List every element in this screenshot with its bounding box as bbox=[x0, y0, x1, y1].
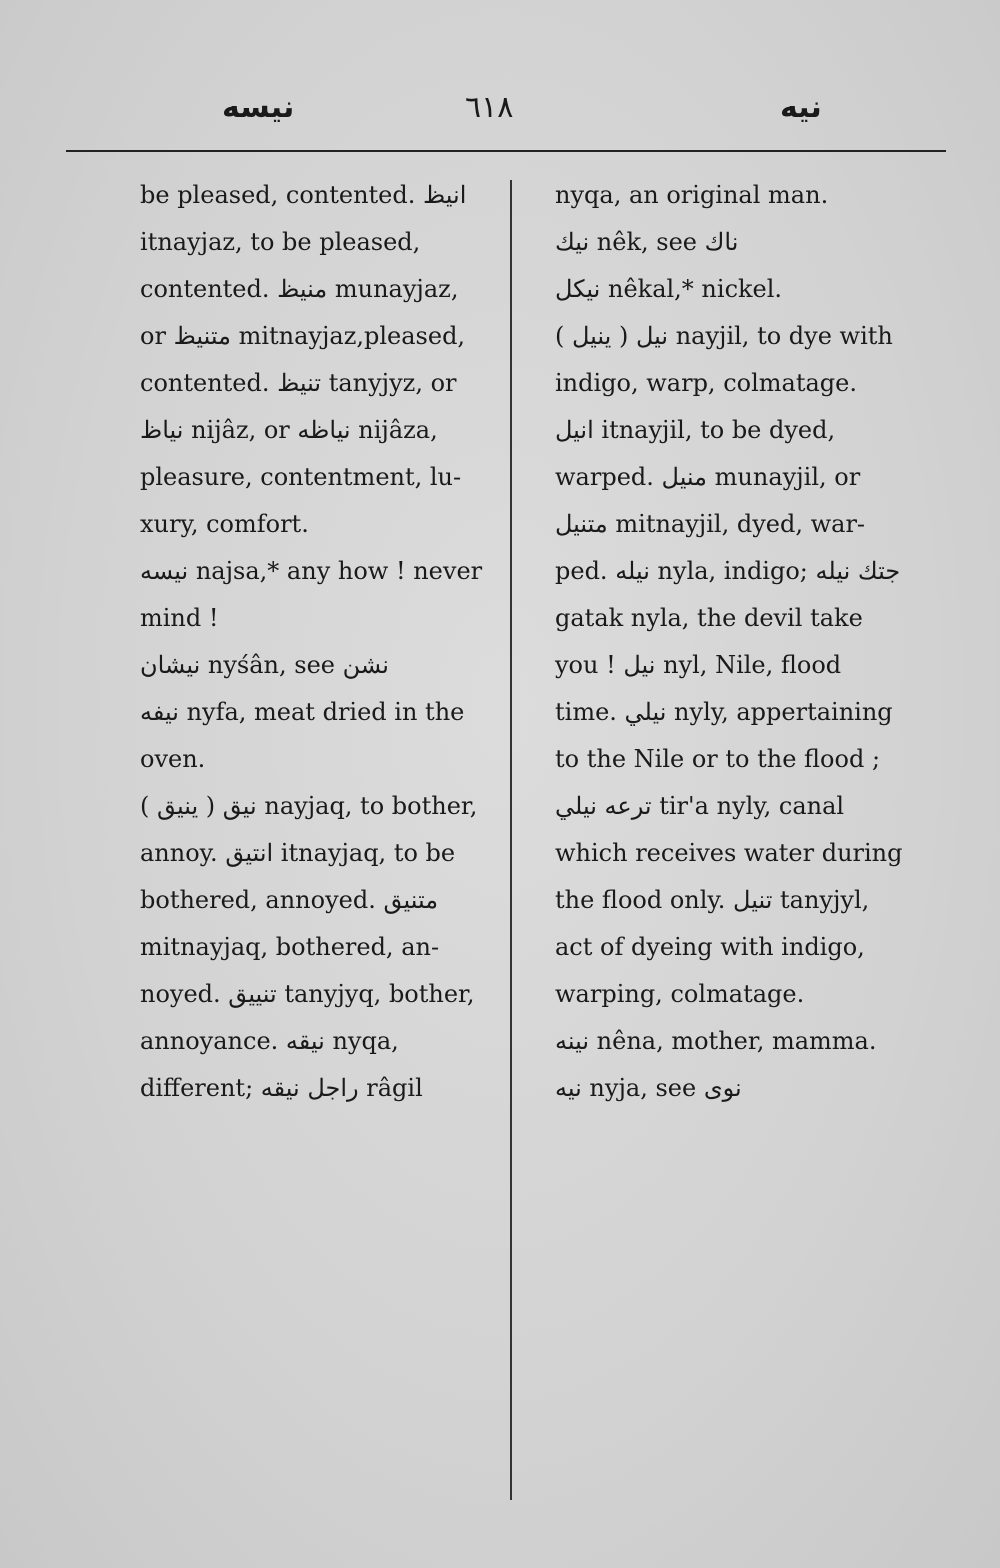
text-line: pleasure, contentment, lu- bbox=[140, 463, 462, 491]
text-line: annoy. انتيق itnayjaq, to be bbox=[140, 839, 456, 867]
text-line: indigo, warp, colmatage. bbox=[555, 369, 857, 397]
running-head-left: نيسه bbox=[222, 90, 295, 125]
text-line: be pleased, contented. انيظ bbox=[140, 181, 467, 209]
text-line: noyed. تنييق tanyjyq, bother, bbox=[140, 980, 475, 1008]
text-line: or متنيظ mitnayjaz,pleased, bbox=[140, 322, 466, 350]
page-number: ٦١٨ bbox=[465, 90, 514, 125]
text-line: انيل itnayjil, to be dyed, bbox=[555, 416, 836, 444]
running-head-right: نيه bbox=[780, 90, 822, 125]
text-line: itnayjaz, to be pleased, bbox=[140, 228, 421, 256]
text-line: gatak nyla, the devil take bbox=[555, 604, 863, 632]
right-column bbox=[555, 172, 945, 1112]
text-line: different; راجل نيقه râgil bbox=[140, 1074, 423, 1102]
text-line: نيق ( ينيق ) nayjaq, to bother, bbox=[140, 792, 478, 820]
left-column bbox=[140, 172, 500, 1112]
text-line: xury, comfort. bbox=[140, 510, 309, 538]
text-line: the flood only. تنيل tanyjyl, bbox=[555, 886, 870, 914]
text-line: mitnayjaq, bothered, an- bbox=[140, 933, 440, 961]
text-line: ترعه نيلي tir'a nyly, canal bbox=[555, 792, 845, 820]
text-line: mind ! bbox=[140, 604, 219, 632]
text-line: نينه nêna, mother, mamma. bbox=[555, 1027, 877, 1055]
header-rule bbox=[66, 150, 946, 152]
text-line: ped. نيله nyla, indigo; جتك نيله bbox=[555, 557, 901, 585]
text-line: act of dyeing with indigo, bbox=[555, 933, 865, 961]
text-line: time. نيلي nyly, appertaining bbox=[555, 698, 893, 726]
text-line: contented. تنيظ tanyjyz, or bbox=[140, 369, 457, 397]
text-line: warped. منيل munayjil, or bbox=[555, 463, 861, 491]
text-line: متنيل mitnayjil, dyed, war- bbox=[555, 510, 866, 538]
text-line: annoyance. نيقه nyqa, bbox=[140, 1027, 399, 1055]
text-line: نيفه nyfa, meat dried in the bbox=[140, 698, 465, 726]
text-line: نيسه najsa,* any how ! never bbox=[140, 557, 483, 585]
text-line: نيك nêk, see ناك bbox=[555, 228, 739, 256]
text-line: نيل ( ينيل ) nayjil, to dye with bbox=[555, 322, 893, 350]
column-divider bbox=[510, 180, 512, 1500]
text-line: نيه nyja, see نوى bbox=[555, 1074, 742, 1102]
text-line: bothered, annoyed. متنيق bbox=[140, 886, 439, 914]
text-line: to the Nile or to the flood ; bbox=[555, 745, 881, 773]
text-line: نيشان nyśân, see نشن bbox=[140, 651, 389, 679]
text-line: نيكل nêkal,* nickel. bbox=[555, 275, 783, 303]
text-line: نياظ nijâz, or نياظه nijâza, bbox=[140, 416, 438, 444]
text-line: contented. منيظ munayjaz, bbox=[140, 275, 459, 303]
text-line: you ! نيل nyl, Nile, flood bbox=[555, 651, 842, 679]
text-line: nyqa, an original man. bbox=[555, 181, 829, 209]
text-line: warping, colmatage. bbox=[555, 980, 805, 1008]
text-line: which receives water during bbox=[555, 839, 903, 867]
text-line: oven. bbox=[140, 745, 206, 773]
